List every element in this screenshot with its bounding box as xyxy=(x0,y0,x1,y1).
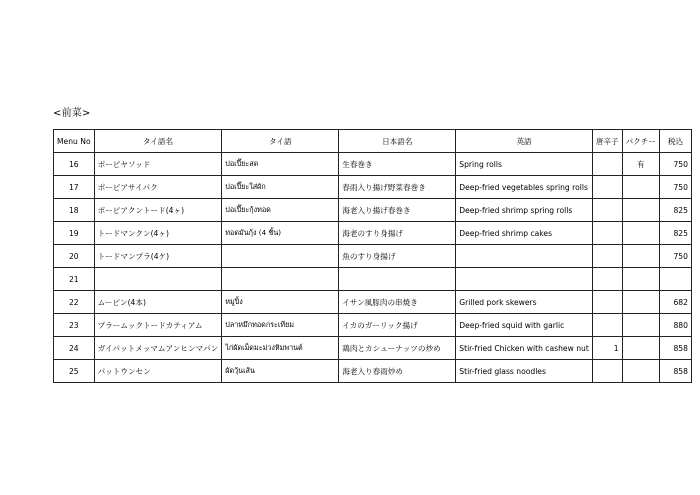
price-cell xyxy=(659,268,691,291)
menu-no-cell: 19 xyxy=(54,222,95,245)
thai-cell: ทอดมันกุ้ง (4 ชิ้น) xyxy=(222,222,339,245)
english-name-cell: Deep-fried shrimp cakes xyxy=(456,222,593,245)
spicy-level-cell xyxy=(592,222,622,245)
spicy-level-cell xyxy=(592,176,622,199)
english-name-cell xyxy=(456,245,593,268)
header-coriander: パクチー xyxy=(622,130,659,153)
thai-name-cell: パットウンセン xyxy=(94,360,222,383)
thai-name-cell: ポーピアサイパク xyxy=(94,176,222,199)
header-price: 税込 xyxy=(659,130,691,153)
price-cell: 858 xyxy=(659,360,691,383)
coriander-cell xyxy=(622,314,659,337)
price-cell: 682 xyxy=(659,291,691,314)
thai-cell: ผัดวุ้นเส้น xyxy=(222,360,339,383)
section-title: <前菜> xyxy=(53,108,91,119)
japanese-name-cell: イサン風豚肉の串焼き xyxy=(339,291,456,314)
table-row xyxy=(54,199,692,222)
japanese-name-cell: 海老入り揚げ春巻き xyxy=(339,199,456,222)
menu-no-cell: 22 xyxy=(54,291,95,314)
coriander-cell xyxy=(622,337,659,360)
spicy-level-cell xyxy=(592,314,622,337)
table-row xyxy=(54,153,692,176)
header-row xyxy=(54,130,692,153)
table-row xyxy=(54,268,692,291)
japanese-name-cell: 春雨入り揚げ野菜春巻き xyxy=(339,176,456,199)
english-name-cell: Stir-fried Chicken with cashew nut xyxy=(456,337,593,360)
menu-no-cell: 25 xyxy=(54,360,95,383)
menu-no-cell: 18 xyxy=(54,199,95,222)
spicy-level-cell xyxy=(592,268,622,291)
menu-no-cell: 16 xyxy=(54,153,95,176)
spicy-level-cell xyxy=(592,199,622,222)
japanese-name-cell: 魚のすり身揚げ xyxy=(339,245,456,268)
thai-name-cell xyxy=(94,268,222,291)
thai-name-cell: ポーピアクントード(4ヶ) xyxy=(94,199,222,222)
price-cell: 750 xyxy=(659,153,691,176)
menu-no-cell: 17 xyxy=(54,176,95,199)
thai-cell: ปลาหมึกทอดกระเทียม xyxy=(222,314,339,337)
spicy-level-cell xyxy=(592,245,622,268)
thai-cell xyxy=(222,245,339,268)
thai-cell: ปอเปี๊ยะสด xyxy=(222,153,339,176)
thai-name-cell: トードマンクン(4ヶ) xyxy=(94,222,222,245)
coriander-cell: 有 xyxy=(622,153,659,176)
coriander-cell xyxy=(622,268,659,291)
english-name-cell: Deep-fried squid with garlic xyxy=(456,314,593,337)
table-row xyxy=(54,360,692,383)
english-name-cell: Spring rolls xyxy=(456,153,593,176)
header-thai: タイ語 xyxy=(222,130,339,153)
spicy-level-cell xyxy=(592,360,622,383)
price-cell: 750 xyxy=(659,176,691,199)
coriander-cell xyxy=(622,222,659,245)
thai-name-cell: プラームックトードカティアム xyxy=(94,314,222,337)
price-cell: 858 xyxy=(659,337,691,360)
english-name-cell: Grilled pork skewers xyxy=(456,291,593,314)
english-name-cell: Stir-fried glass noodles xyxy=(456,360,593,383)
menu-table xyxy=(53,129,692,383)
japanese-name-cell: 鶏肉とカシューナッツの炒め xyxy=(339,337,456,360)
table-row xyxy=(54,314,692,337)
menu-no-cell: 20 xyxy=(54,245,95,268)
thai-cell: หมูปิ้ง xyxy=(222,291,339,314)
menu-no-cell: 24 xyxy=(54,337,95,360)
coriander-cell xyxy=(622,245,659,268)
coriander-cell xyxy=(622,199,659,222)
thai-name-cell: ムーピン(4本) xyxy=(94,291,222,314)
table-row xyxy=(54,176,692,199)
table-row xyxy=(54,245,692,268)
price-cell: 825 xyxy=(659,222,691,245)
thai-name-cell: ポーピヤソッド xyxy=(94,153,222,176)
menu-no-cell: 23 xyxy=(54,314,95,337)
japanese-name-cell: 海老入り春雨炒め xyxy=(339,360,456,383)
menu-no-cell: 21 xyxy=(54,268,95,291)
japanese-name-cell: イカのガーリック揚げ xyxy=(339,314,456,337)
thai-name-cell: ガイパットメッマムアンヒンマパン xyxy=(94,337,222,360)
thai-cell: ปอเปี๊ยะกุ้งทอด xyxy=(222,199,339,222)
english-name-cell: Deep-fried shrimp spring rolls xyxy=(456,199,593,222)
spicy-level-cell xyxy=(592,153,622,176)
price-cell: 880 xyxy=(659,314,691,337)
table-row xyxy=(54,337,692,360)
header-japanese: 日本語名 xyxy=(339,130,456,153)
header-spicy: 唐辛子 xyxy=(592,130,622,153)
coriander-cell xyxy=(622,176,659,199)
header-english: 英語 xyxy=(456,130,593,153)
spicy-level-cell xyxy=(592,291,622,314)
table-row xyxy=(54,291,692,314)
spicy-level-cell: 1 xyxy=(592,337,622,360)
table-row xyxy=(54,222,692,245)
english-name-cell: Deep-fried vegetables spring rolls xyxy=(456,176,593,199)
japanese-name-cell: 海老のすり身揚げ xyxy=(339,222,456,245)
coriander-cell xyxy=(622,360,659,383)
japanese-name-cell xyxy=(339,268,456,291)
thai-name-cell: トードマンプラ(4ケ) xyxy=(94,245,222,268)
header-thai-name: タイ語名 xyxy=(94,130,222,153)
thai-cell: ปอเปี๊ยะใส่ผัก xyxy=(222,176,339,199)
price-cell: 825 xyxy=(659,199,691,222)
english-name-cell xyxy=(456,268,593,291)
thai-cell xyxy=(222,268,339,291)
header-menu-no: Menu No xyxy=(54,130,95,153)
coriander-cell xyxy=(622,291,659,314)
price-cell: 750 xyxy=(659,245,691,268)
thai-cell: ไก่ผัดเม็ดมะม่วงหิมพานต์ xyxy=(222,337,339,360)
japanese-name-cell: 生春巻き xyxy=(339,153,456,176)
